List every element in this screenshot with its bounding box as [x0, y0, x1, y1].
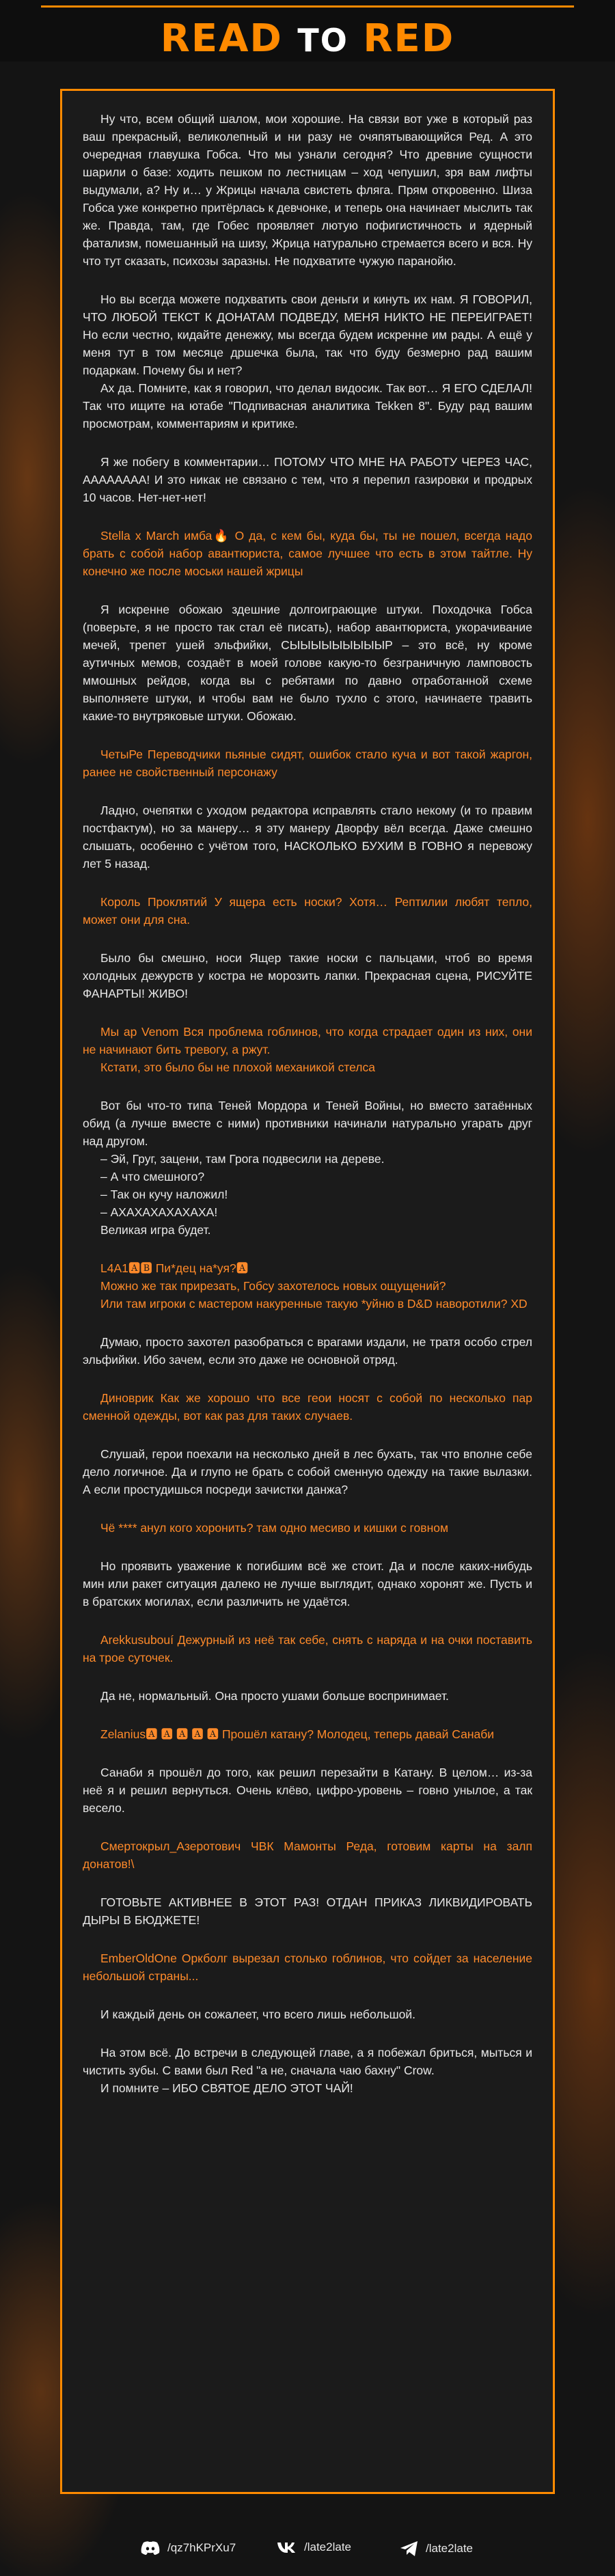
reader-comment: L4A1🅰🅱 Пи*дец на*уя?🅰 [100, 1261, 249, 1275]
dialogue-line: И помните – ИБО СВЯТОЕ ДЕЛО ЭТОТ ЧАЙ! [100, 2081, 353, 2095]
reader-comment: Arekkusubouí Дежурный из неё так себе, снять с наряда и на очки поставить на трое суточек. [83, 1633, 532, 1664]
reader-comment: Мы ap Venom Вся проблема гоблинов, что когда страдает один из них, они не начинают бить тревогу, а ржут. [83, 1025, 532, 1056]
body-paragraph: ГОТОВЬТЕ АКТИВНЕЕ В ЭТОТ РАЗ! ОТДАН ПРИКАЗ ЛИКВИДИРОВАТЬ ДЫРЫ В БЮДЖЕТЕ! [83, 1895, 532, 1927]
dialogue-line: – АХАХАХАХАХАХА! [100, 1205, 218, 1219]
spacer [83, 1239, 532, 1259]
reader-comment: Zelanius🅰 🅰 🅰 🅰 🅰 Прошёл катану? Молодец, теперь давай Санаби [100, 1727, 495, 1741]
body-paragraph: Ну что, всем общий шалом, мои хорошие. На связи вот уже в который раз ваш прекрасный, великолепный и ни разу не очяпятывающийся Ред. А это очередная главушка Гобса. Что мы узнали сегодня? Что древние сущности шарили о базе: ходить пешком по лестницам – ход чепушил, зря вам лифты выдумали, а? Ну и… у Жрицы начала свистеть фляга. Прям откровенно. Шиза Гобса уже конкретно притёрлась к девчонке, и теперь она начинает мыслить так же. Правда, там, где Гобес проявляет лютую пофигистичность и ядерный фатализм, помешанный на шизу, Жрица натурально стремается всего и вся. Ну что тут сказать, психозы заразны. Не подхватите чужую паранойю. [83, 112, 532, 268]
reader-comment: Король Проклятий У ящера есть носки? Хотя… Рептилии любят тепло, может они для сна. [83, 895, 532, 927]
telegram-link[interactable] [400, 2540, 473, 2557]
dialogue-line: Великая игра будет. [100, 1223, 211, 1237]
body-paragraph: Вот бы что-то типа Теней Мордора и Теней Войны, но вместо затаённых обид (а лучше вместе с ними) противники начинали натурально угарать друг над другом. [83, 1099, 532, 1148]
discord-label: /qz7hKPrXu7 [167, 2541, 236, 2554]
telegram-icon [400, 2540, 419, 2557]
title-to: TO [297, 22, 348, 59]
body-paragraph: Ладно, очепятки с уходом редактора исправлять стало некому (и то правим постфактум), но за манеру… я эту манеру Дворфу вёл всегда. Даже смешно слышать, особенно с учётом того, НАСКОЛЬКО БУХИМ В ГОВНО я перевожу лет 5 назад. [83, 804, 532, 871]
vk-label: /late2late [304, 2540, 351, 2553]
body-paragraph: Да не, нормальный. Она просто ушами больше воспринимает. [100, 1689, 449, 1703]
page-title [0, 16, 615, 61]
reader-comment: Диноврик Как же хорошо что все геои носят с собой по несколько пар сменной одежды, вот как раз для таких случаев. [83, 1391, 532, 1423]
body-paragraph: Я же побегу в комментарии… ПОТОМУ ЧТО МНЕ НА РАБОТУ ЧЕРЕЗ ЧАС, АААААААА! И это никак не связано с тем, что я перепил газировки и продрых 10 часов. Нет-нет-нет! [83, 455, 532, 504]
body-paragraph: Было бы смешно, носи Ящер такие носки с пальцами, чтоб во время холодных дежурств у костра не морозить лапки. Прекрасная сцена, РИСУЙТЕ ФАНАРТЫ! ЖИВО! [83, 951, 532, 1000]
body-paragraph: Ах да. Помните, как я говорил, что делал видосик. Так вот… Я ЕГО СДЕЛАЛ! Так что ищите на ютабе "Подпивасная аналитика Tekken 8". Буду рад вашим просмотрам, комментариям и критике. [83, 381, 532, 430]
body-paragraph: Я искренне обожаю здешние долгоиграющие штуки. Походочка Гобса (поверьте, я не просто так стал её писать), набор авантюриста, укорачивание мечей, трепет ушей эльфийки, СЫЫЫЫЫЫЫЫЫР – это всё, ну кроме аутичных мемов, создаёт в моей голове какую-то безграничную ламповость ммошных рейдов, когда вы с ребятами по давно отработанной схеме выполняете штуки, и чтобы вам не было тухло с этого, начинаете травить какие-то внутряковые штуки. Обожаю. [83, 603, 532, 723]
vk-icon [277, 2540, 297, 2554]
reader-comment: Смертокрыл_Азеротович ЧВК Мамонты Реда, готовим карты на залп донатов!\ [83, 1839, 532, 1871]
telegram-label: /late2late [426, 2542, 473, 2555]
title-read: READ [160, 16, 283, 61]
dialogue-line: – Эй, Груг, зацени, там Грога подвесили на дереве. [100, 1152, 385, 1166]
header-accent-line [41, 5, 574, 8]
body-paragraph: Но вы всегда можете подхватить свои деньги и кинуть их нам. Я ГОВОРИЛ, ЧТО ЛЮБОЙ ТЕКСТ К ДОНАТАМ ПОДВЕДУ, МЕНЯ НИКТО НЕ ПЕРЕИГРАЕТ! Но если честно, кидайте денежку, мы всегда будем искренне им рады. А ещё у меня тут в том месяце дршечка была, так что буду безмерно рад вашим подаркам. Почему бы и нет? [83, 292, 532, 377]
body-paragraph: Но проявить уважение к погибшим всё же стоит. Да и после каких-нибудь мин или ракет ситуация далеко не лучше выглядит, однако хоронят же. Пусть и в братских могилах, если различить не удаётся. [83, 1559, 532, 1608]
dialogue-line: – Так он кучу наложил! [100, 1188, 228, 1201]
reader-comment: Stella x March имба🔥 О да, с кем бы, куда бы, ты не пошел, всегда надо брать с собой набор авантюриста, самое лучшее что есть в этом тайтле. Ну конечно же после моськи нашей жрицы [83, 529, 532, 578]
reader-comment: Или там игроки с мастером накуренные такую *уйню в D&D наворотили? XD [100, 1297, 528, 1311]
discord-icon [140, 2540, 161, 2556]
body-paragraph: Слушай, герои поехали на несколько дней в лес бухать, так что вполне себе дело логичное. Да и глупо не брать с собой сменную одежду на такие вылазки. А если простудишься посреди зачистки данжа? [83, 1447, 532, 1496]
body-paragraph: На этом всё. До встречи в следующей главе, а я побежал бриться, мыться и чистить зубы. С вами был Red "а не, сначала чаю бахну" Crow. [83, 2046, 532, 2077]
vk-link[interactable] [277, 2540, 351, 2554]
body-paragraph: Думаю, просто захотел разобраться с врагами издали, не тратя особо стрел эльфийки. Ибо зачем, если это даже не основной отряд. [83, 1335, 532, 1367]
reader-comment: ЧетыРе Переводчики пьяные сидят, ошибок стало куча и вот такой жаргон, ранее не свойственный персонажу [83, 748, 532, 779]
reader-comment: EmberOldOne Оркболг вырезал столько гоблинов, что сойдет за население небольшой страны... [83, 1951, 532, 1983]
footer [0, 2506, 615, 2576]
body-paragraph: Санаби я прошёл до того, как решил перезайти в Катану. В целом… из-за неё я и решил вернуться. Очень клёво, цифро-уровень – говно унылое, а так весело. [83, 1766, 532, 1815]
dialogue-line: – А что смешного? [100, 1170, 205, 1183]
discord-link[interactable] [140, 2540, 236, 2556]
reader-comment: Можно же так прирезать, Гобсу захотелось новых ощущений? [100, 1279, 446, 1293]
reader-comment: Чё **** анул кого хоронить? там одно месиво и кишки с говном [100, 1521, 449, 1535]
header-bar [0, 0, 615, 61]
body-paragraph: И каждый день он сожалеет, что всего лишь небольшой. [100, 2008, 416, 2021]
reader-comment: Кстати, это было бы не плохой механикой стелса [100, 1060, 375, 1074]
title-red: RED [363, 16, 455, 61]
text-panel [60, 89, 555, 2494]
